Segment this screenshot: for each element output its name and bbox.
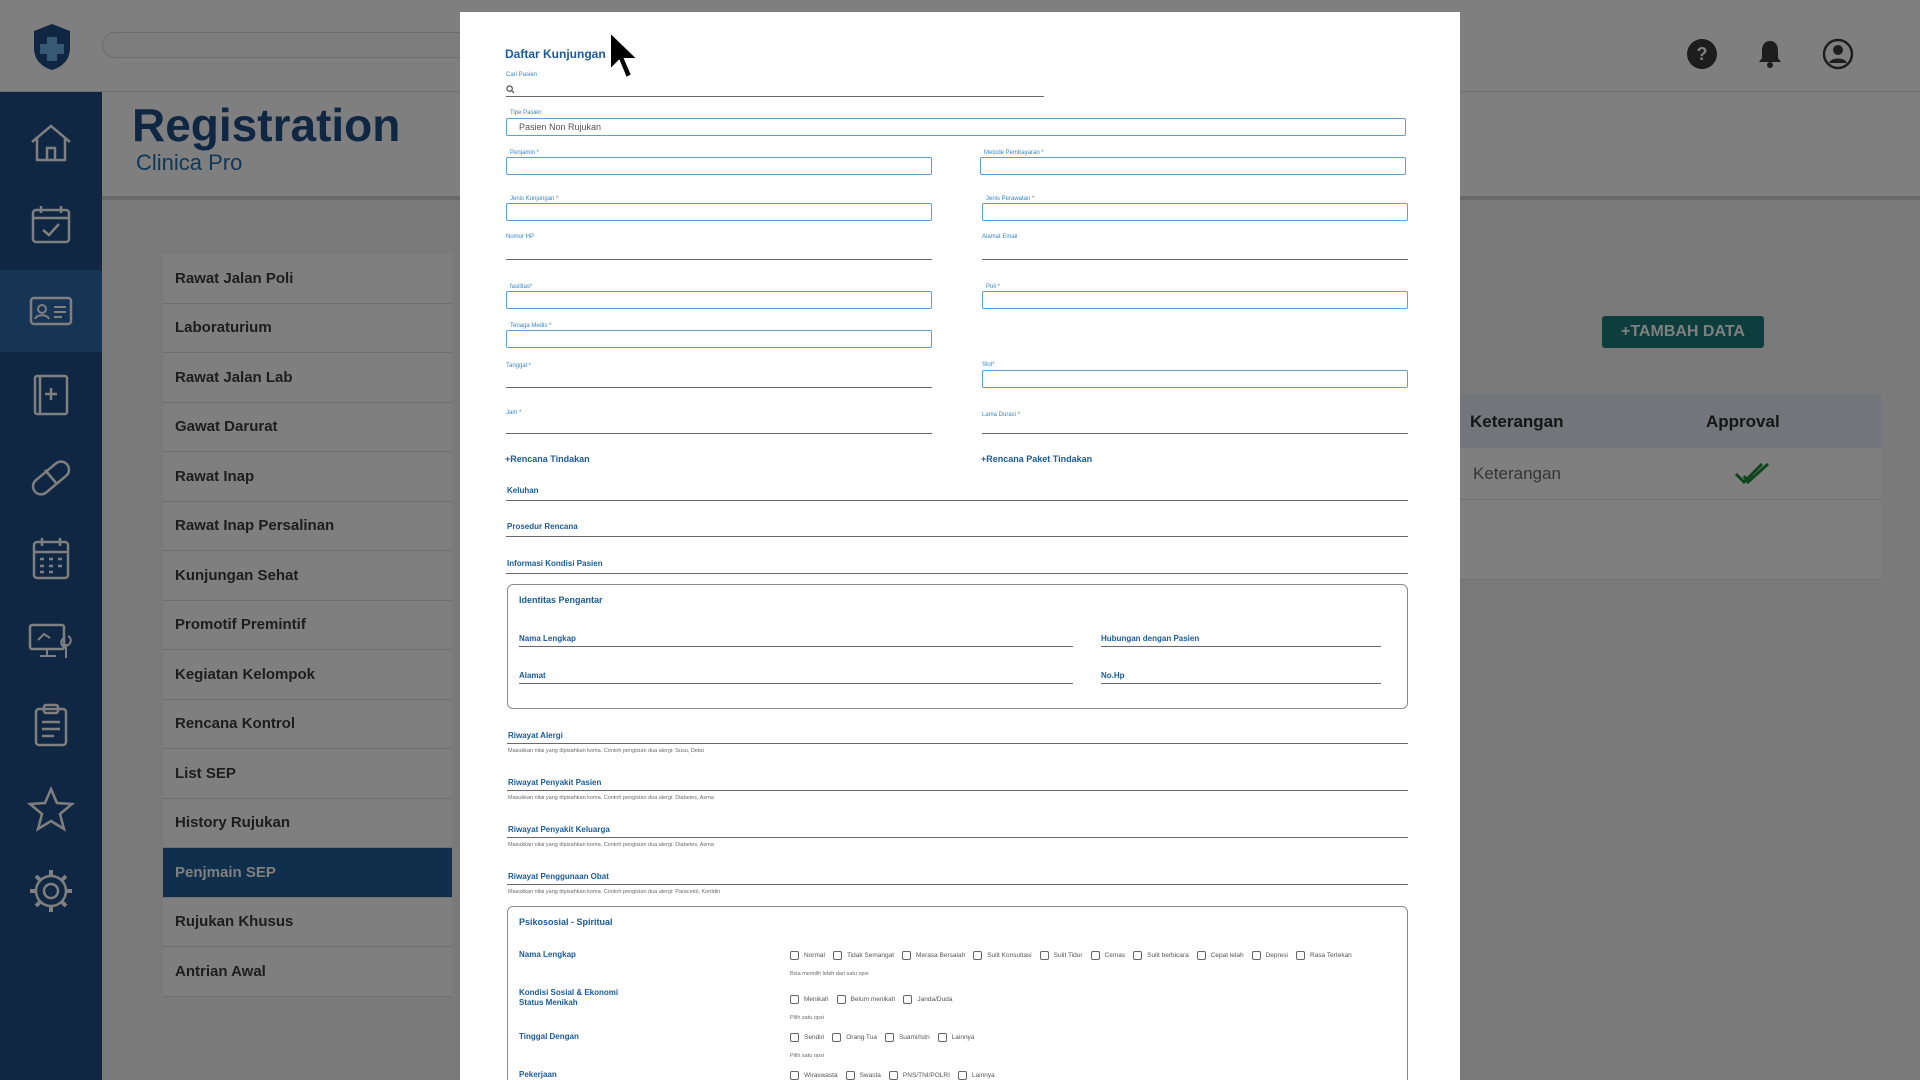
- riwayat-obat-hint: Masukkan nilai yang dipisahkan koma. Contoh pengisian dua alergi: Paracetol, Kortidin: [508, 889, 721, 895]
- riwayat-penyakit-pasien-hint: Masukkan nilai yang dipisahkan koma. Contoh pengisian dua alergi: Diabetes, Asma: [508, 795, 714, 801]
- checkbox-option[interactable]: [1296, 951, 1352, 960]
- identitas-pengantar-section: [507, 584, 1408, 709]
- prosedur-rencana-input[interactable]: [506, 536, 1408, 537]
- alamat-email-label: Alamat Email: [982, 234, 1018, 240]
- checkbox-option[interactable]: [846, 1071, 881, 1080]
- identitas-nohp-label: No.Hp: [1101, 671, 1125, 680]
- rencana-paket-tindakan-link[interactable]: +Rencana Paket Tindakan: [981, 454, 1093, 464]
- checkbox-option[interactable]: [938, 1033, 975, 1042]
- riwayat-penyakit-keluarga-hint: Masukkan nilai yang dipisahkan koma. Contoh pengisian dua alergi: Diabetes, Asma: [508, 842, 714, 848]
- jenis-kunjungan-label: Jenis Kunjungan *: [510, 196, 559, 202]
- riwayat-penyakit-keluarga-label: Riwayat Penyakit Keluarga: [508, 825, 610, 834]
- tenaga-medis-field[interactable]: [506, 330, 932, 348]
- option-label: Sulit Tidur: [1053, 952, 1083, 959]
- keluhan-label: Keluhan: [507, 486, 539, 495]
- identitas-hubungan-input[interactable]: [1101, 646, 1381, 647]
- checkbox-option[interactable]: [833, 951, 894, 960]
- riwayat-penyakit-keluarga-input[interactable]: [507, 837, 1408, 838]
- option-label: Orang Tua: [846, 1034, 877, 1041]
- tinggal-dengan-label: Tinggal Dengan: [519, 1032, 579, 1041]
- tipe-pasien-select[interactable]: [506, 118, 1406, 136]
- tipe-pasien-value: Pasien Non Rujukan: [519, 122, 602, 132]
- option-label: Sulit berbicara: [1147, 952, 1189, 959]
- option-label: Lainnya: [951, 1034, 975, 1041]
- lama-durasi-label: Lama Durasi *: [982, 412, 1021, 418]
- fasilitas-field[interactable]: [506, 291, 932, 309]
- poli-label: Poli *: [986, 284, 1001, 290]
- option-label: Rasa Tertekan: [1310, 952, 1352, 959]
- option-label: Janda/Duda: [917, 996, 953, 1003]
- modal-title: Daftar Kunjungan: [505, 47, 606, 61]
- cari-pasien-input[interactable]: [506, 96, 1044, 97]
- checkbox-option[interactable]: [1197, 951, 1244, 960]
- jenis-perawatan-field[interactable]: [982, 203, 1408, 221]
- metode-pembayaran-field[interactable]: [980, 157, 1406, 175]
- slot-field[interactable]: [982, 370, 1408, 388]
- jenis-kunjungan-field[interactable]: [506, 203, 932, 221]
- kondisi-sosial-label: Kondisi Sosial & Ekonomi: [519, 988, 619, 997]
- hint-single: Pilih satu opsi: [790, 1015, 824, 1021]
- checkbox-option[interactable]: [885, 1033, 930, 1042]
- tipe-pasien-label: Tipe Pasien: [510, 110, 542, 116]
- penjamin-label: Penjamin *: [510, 150, 540, 156]
- tanggal-label: Tanggal *: [506, 363, 532, 369]
- tinggal-checkbox-group: [790, 1033, 974, 1042]
- cari-pasien-label: Cari Pasien: [506, 72, 538, 78]
- option-label: Menikah: [804, 996, 829, 1003]
- mouse-cursor-icon: [608, 30, 644, 82]
- metode-pembayaran-label: Metode Pembayaran *: [984, 150, 1044, 156]
- informasi-kondisi-label: Informasi Kondisi Pasien: [507, 559, 603, 568]
- option-label: Sendiri: [804, 1034, 825, 1041]
- checkbox-option[interactable]: [1040, 951, 1083, 960]
- jam-label: Jam *: [506, 410, 522, 416]
- informasi-kondisi-input[interactable]: [506, 573, 1408, 574]
- kondisi-checkbox-group: [790, 951, 1352, 960]
- checkbox-option[interactable]: [902, 951, 965, 960]
- checkbox-option[interactable]: [973, 951, 1031, 960]
- identitas-hubungan-label: Hubungan dengan Pasien: [1101, 634, 1200, 643]
- slot-label: Slot*: [982, 362, 995, 368]
- rencana-tindakan-link[interactable]: +Rencana Tindakan: [505, 454, 590, 464]
- option-label: Lainnya: [971, 1072, 995, 1079]
- status-menikah-label: Status Menikah: [519, 998, 578, 1007]
- menikah-checkbox-group: [790, 995, 952, 1004]
- option-label: Wiraswasta: [804, 1072, 838, 1079]
- riwayat-alergi-hint: Masukkan nilai yang dipisahkan koma. Contoh pengisian dua alergi: Susu, Debu: [508, 748, 704, 754]
- psikososial-nama-label: Nama Lengkap: [519, 950, 576, 959]
- riwayat-penyakit-pasien-label: Riwayat Penyakit Pasien: [508, 778, 602, 787]
- identitas-nama-label: Nama Lengkap: [519, 634, 576, 643]
- checkbox-option[interactable]: [889, 1071, 950, 1080]
- penjamin-field[interactable]: [506, 157, 932, 175]
- option-label: PNS/TNI/POLRI: [902, 1072, 950, 1079]
- option-label: Normal: [804, 952, 825, 959]
- fasilitas-label: fasilitas*: [510, 284, 533, 290]
- checkbox-option[interactable]: [1133, 951, 1189, 960]
- checkbox-option[interactable]: [958, 1071, 995, 1080]
- tenaga-medis-label: Tenaga Medis *: [510, 323, 552, 329]
- checkbox-option[interactable]: [1252, 951, 1288, 960]
- option-label: Cemas: [1104, 952, 1126, 959]
- pekerjaan-checkbox-group: [790, 1071, 995, 1080]
- riwayat-penyakit-pasien-input[interactable]: [507, 790, 1408, 791]
- pekerjaan-label: Pekerjaan: [519, 1070, 557, 1079]
- option-label: Cepat lelah: [1210, 952, 1244, 959]
- psikososial-title: Psikososial - Spiritual: [519, 917, 613, 927]
- identitas-alamat-input[interactable]: [519, 683, 1073, 684]
- jenis-perawatan-label: Jenis Perawatan *: [986, 196, 1035, 202]
- identitas-alamat-label: Alamat: [519, 671, 546, 680]
- nomor-hp-label: Nomor HP: [506, 234, 535, 240]
- tanggal-input[interactable]: [506, 387, 932, 388]
- daftar-kunjungan-modal: [460, 12, 1460, 1080]
- option-label: Merasa Bersalah: [916, 952, 966, 959]
- jam-input[interactable]: [506, 433, 932, 434]
- option-label: Tidak Semangat: [846, 952, 895, 959]
- search-icon: [506, 85, 515, 94]
- nomor-hp-input[interactable]: [506, 259, 932, 260]
- checkbox-option[interactable]: [790, 951, 825, 960]
- hint-multi: Bisa memilih lebih dari satu opsi: [790, 971, 869, 977]
- option-label: Suami/Istri: [898, 1034, 930, 1041]
- option-label: Belum menikah: [850, 996, 896, 1003]
- identitas-title: Identitas Pengantar: [519, 595, 603, 605]
- checkbox-option[interactable]: [1091, 951, 1126, 960]
- psikososial-section: [507, 906, 1408, 1080]
- riwayat-alergi-label: Riwayat Alergi: [508, 731, 563, 740]
- poli-field[interactable]: [982, 291, 1408, 309]
- checkbox-option[interactable]: [790, 1033, 824, 1042]
- riwayat-obat-input[interactable]: [507, 884, 1408, 885]
- checkbox-option[interactable]: [790, 1071, 838, 1080]
- keluhan-input[interactable]: [506, 500, 1408, 501]
- checkbox-option[interactable]: [903, 995, 952, 1004]
- lama-durasi-input[interactable]: [982, 433, 1408, 434]
- identitas-nohp-input[interactable]: [1101, 683, 1381, 684]
- prosedur-rencana-label: Prosedur Rencana: [507, 522, 578, 531]
- checkbox-option[interactable]: [790, 995, 829, 1004]
- hint-single-2: Pilih satu opsi: [790, 1053, 824, 1059]
- option-label: Swasta: [859, 1072, 881, 1079]
- checkbox-option[interactable]: [837, 995, 896, 1004]
- checkbox-option[interactable]: [832, 1033, 877, 1042]
- option-label: Sulit Konsultasi: [987, 952, 1032, 959]
- riwayat-alergi-input[interactable]: [507, 743, 1408, 744]
- alamat-email-input[interactable]: [982, 259, 1408, 260]
- riwayat-obat-label: Riwayat Penggunaan Obat: [508, 872, 609, 881]
- identitas-nama-input[interactable]: [519, 646, 1073, 647]
- option-label: Depresi: [1265, 952, 1288, 959]
